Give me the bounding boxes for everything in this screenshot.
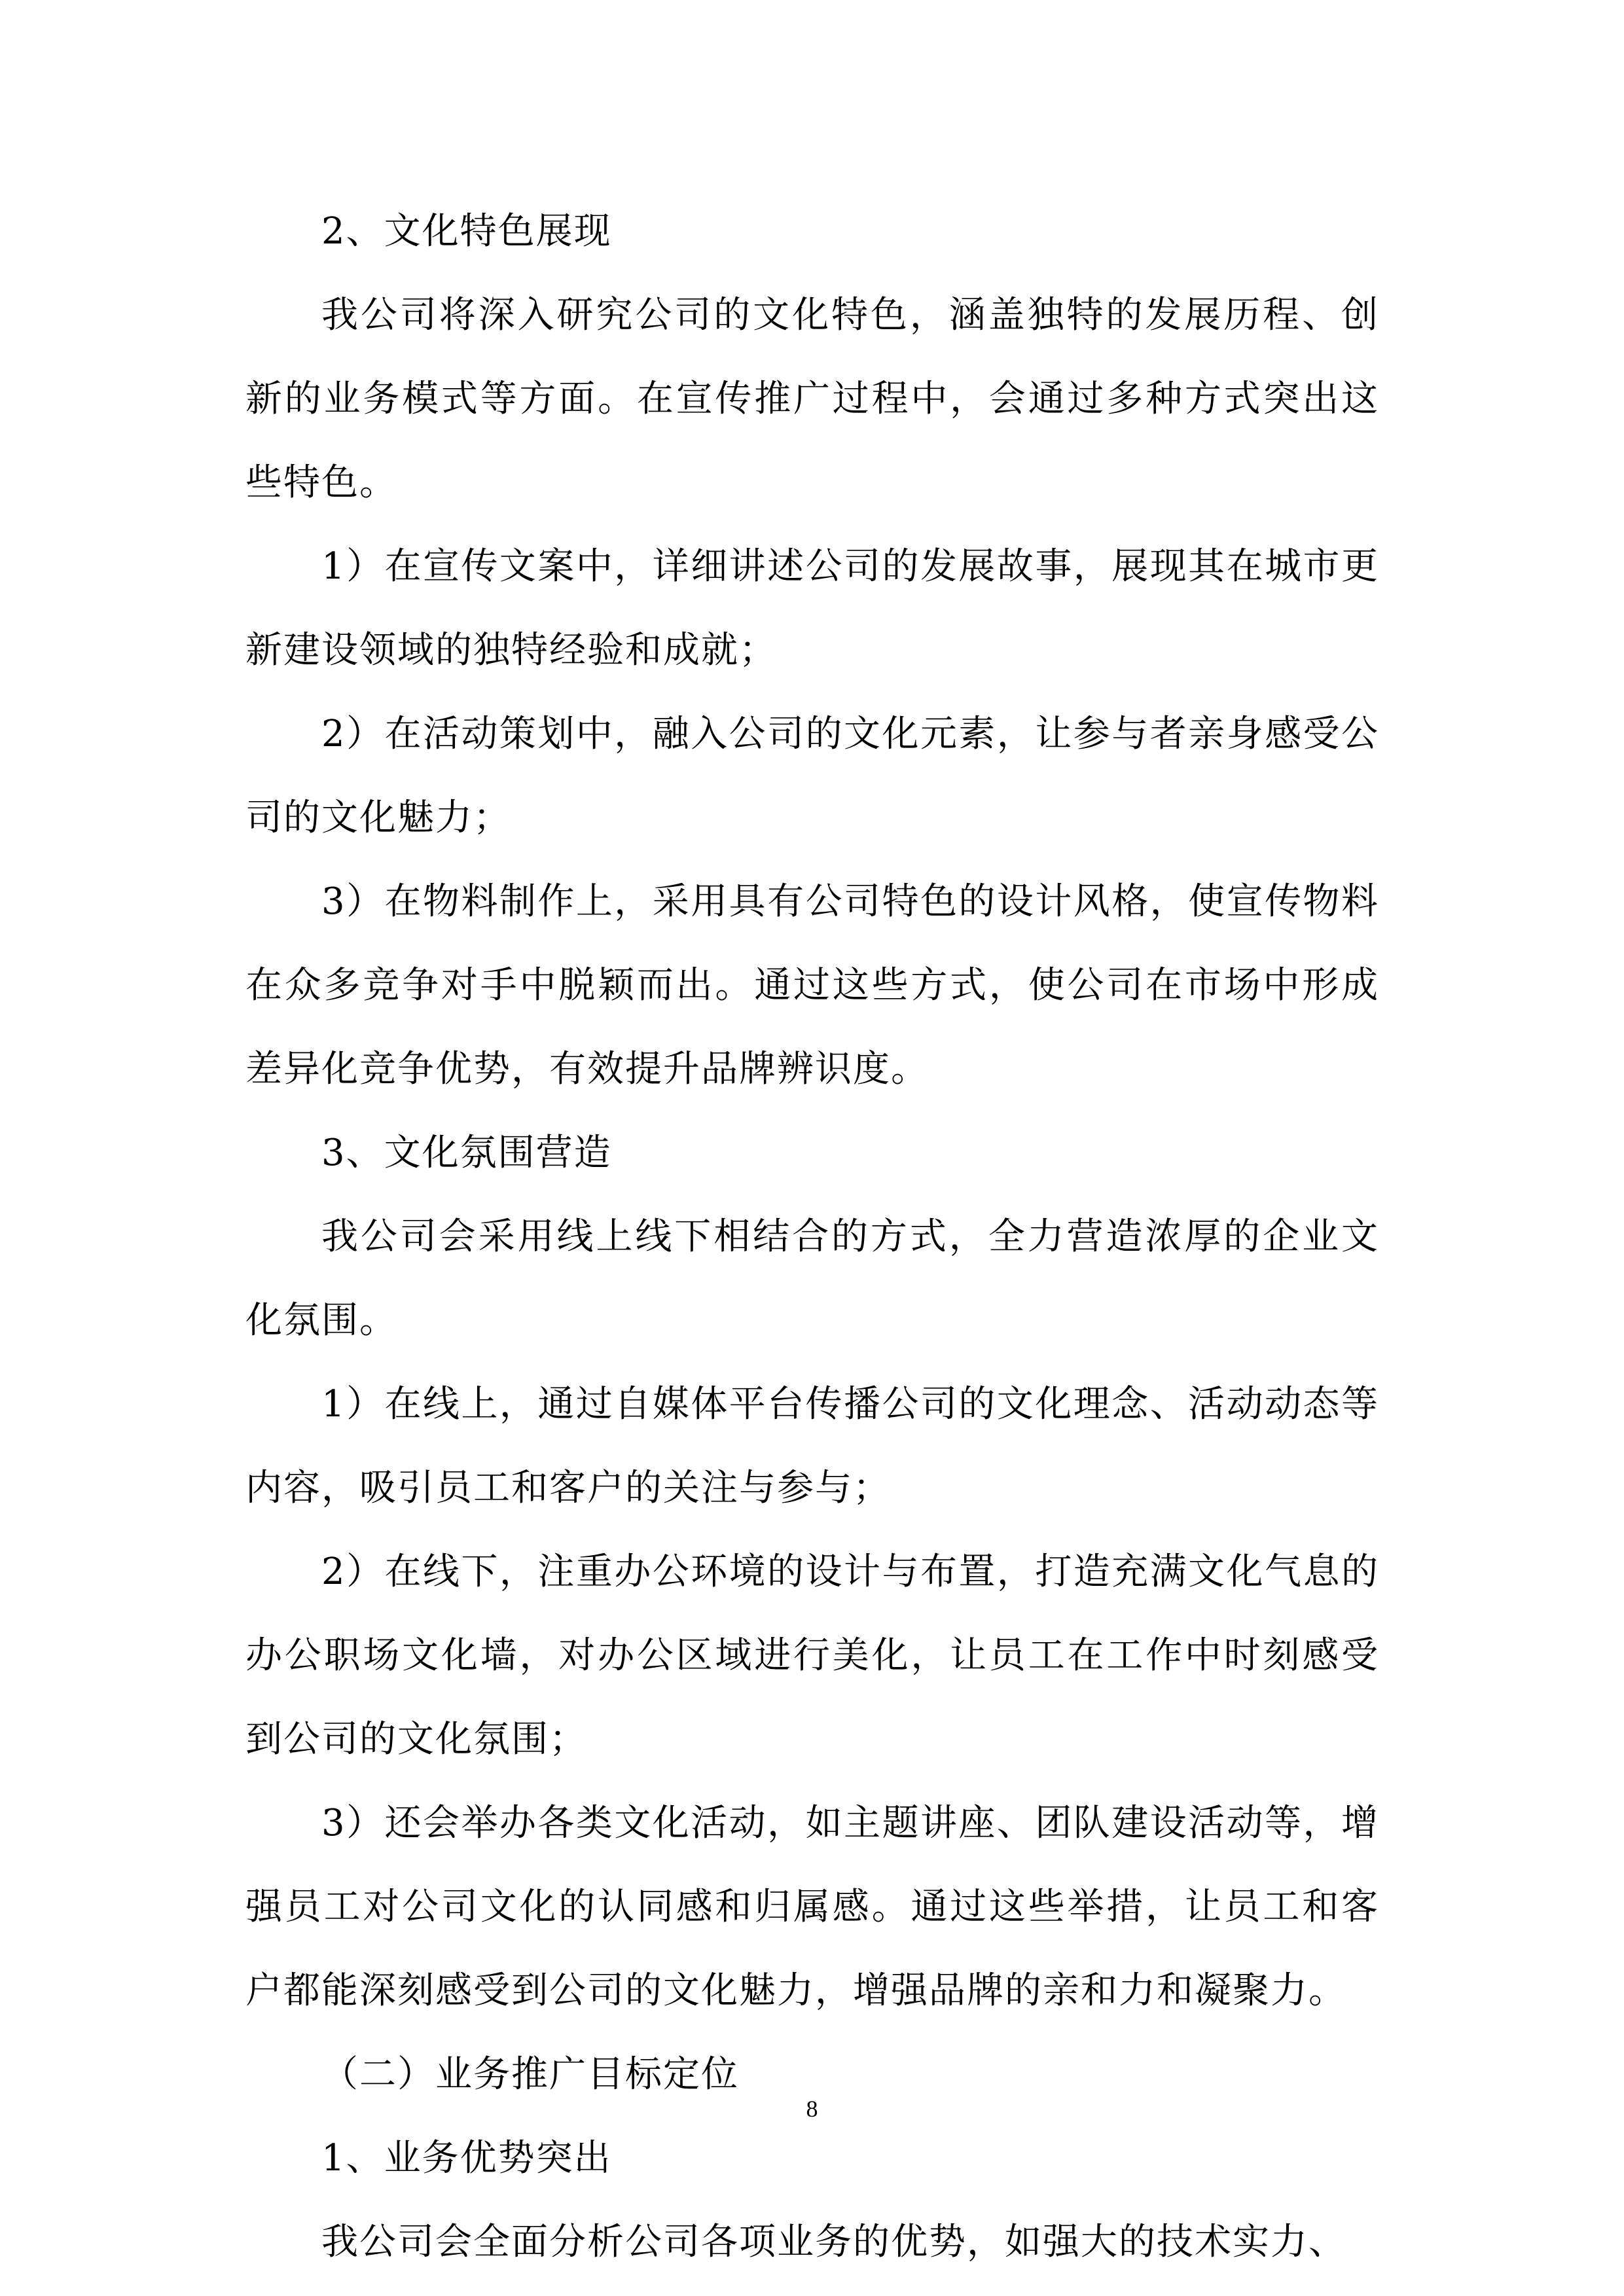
paragraph-business-advantages: 我公司会全面分析公司各项业务的优势，如强大的技术实力、 <box>321 2221 1346 2263</box>
chapter-heading-business-positioning: （二）业务推广目标定位 <box>321 2053 739 2096</box>
section-heading-culture-features: 2、文化特色展现 <box>321 210 612 253</box>
section-heading-culture-atmosphere: 3、文化氛围营造 <box>321 1132 612 1174</box>
section-heading-business-advantages: 1、业务优势突出 <box>321 2137 612 2179</box>
list-item-promotion-copy: 1）在宣传文案中，详细讲述公司的发展故事，展现其在城市更新建设领域的独特经验和成就； <box>245 545 1379 672</box>
page-number: 8 <box>806 2096 818 2122</box>
list-item-online: 1）在线上，通过自媒体平台传播公司的文化理念、活动动态等内容，吸引员工和客户的关注与参与； <box>245 1383 1379 1509</box>
list-item-material-production: 3）在物料制作上，采用具有公司特色的设计风格，使宣传物料在众多竞争对手中脱颖而出。通过这些方式，使公司在市场中形成差异化竞争优势，有效提升品牌辨识度。 <box>245 880 1379 1090</box>
list-item-offline: 2）在线下，注重办公环境的设计与布置，打造充满文化气息的办公职场文化墙，对办公区域进行美化，让员工在工作中时刻感受到公司的文化氛围； <box>245 1551 1379 1761</box>
document-body <box>245 190 1379 2284</box>
paragraph-culture-atmosphere-intro: 我公司会采用线上线下相结合的方式，全力营造浓厚的企业文化氛围。 <box>245 1215 1379 1342</box>
list-item-culture-activities: 3）还会举办各类文化活动，如主题讲座、团队建设活动等，增强员工对公司文化的认同感和归属感。通过这些举措，让员工和客户都能深刻感受到公司的文化魅力，增强品牌的亲和力和凝聚力。 <box>245 1802 1379 2012</box>
paragraph-culture-features-intro: 我公司将深入研究公司的文化特色，涵盖独特的发展历程、创新的业务模式等方面。在宣传推广过程中，会通过多种方式突出这些特色。 <box>245 294 1379 504</box>
list-item-event-planning: 2）在活动策划中，融入公司的文化元素，让参与者亲身感受公司的文化魅力； <box>245 713 1379 839</box>
